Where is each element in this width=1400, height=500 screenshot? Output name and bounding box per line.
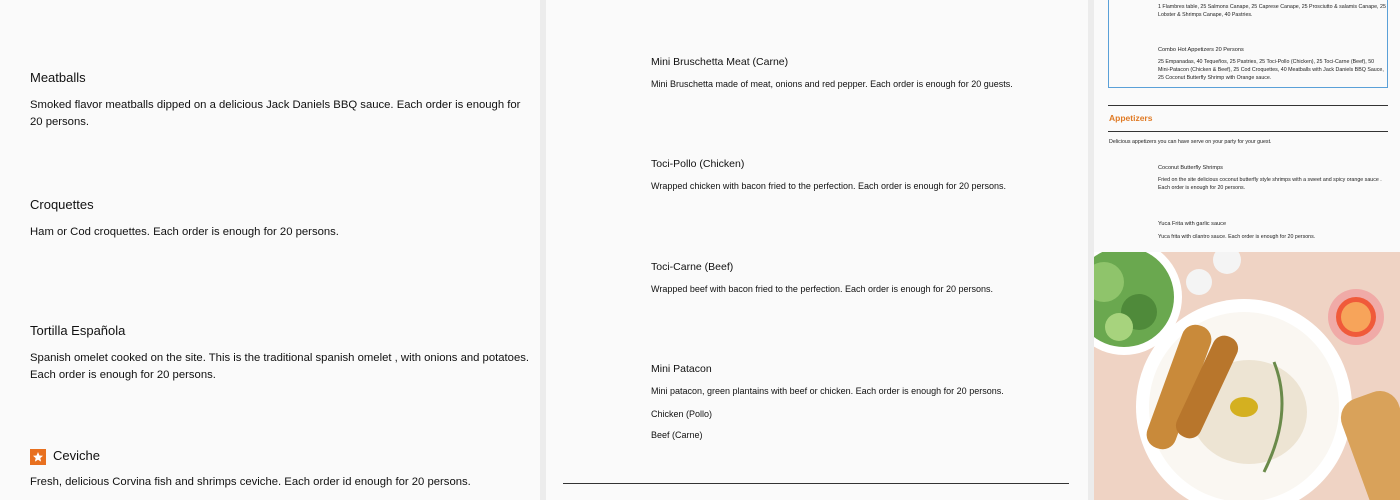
item-title-row [30, 448, 530, 465]
item-title: Meatballs [30, 70, 86, 85]
divider [1108, 131, 1388, 132]
middle-menu-column [546, 0, 1088, 500]
food-photo [1094, 252, 1400, 500]
item-desc: Smoked flavor meatballs dipped on a delicious Jack Daniels BBQ sauce. Each order is enough for 20 persons. [30, 99, 521, 128]
item-title: Toci-Pollo (Chicken) [651, 158, 745, 170]
item-title: Toci-Carne (Beef) [651, 261, 734, 273]
menu-item [30, 70, 530, 131]
left-menu-column [0, 0, 540, 500]
item-title: Ceviche [53, 448, 100, 463]
option-beef[interactable]: Beef (Carne) [651, 430, 703, 440]
item-desc: Wrapped chicken with bacon fried to the perfection. Each order is enough for 20 persons. [651, 181, 1007, 191]
item-title: Yuca Frita with garlic sauce [1158, 221, 1227, 227]
item-desc: Ham or Cod croquettes. Each order is enough for 20 persons. [30, 226, 339, 238]
item-title: Croquettes [30, 197, 94, 212]
item-desc: Wrapped beef with bacon fried to the perfection. Each order is enough for 20 persons. [651, 284, 994, 294]
item-desc: Yuca frita with cilantro sauce. Each order is enough for 20 persons. [1158, 234, 1316, 240]
item-title: Tortilla Española [30, 323, 126, 338]
item-title: Mini Bruschetta Meat (Carne) [651, 56, 789, 68]
menu-item [651, 56, 1071, 91]
divider [1108, 105, 1388, 106]
item-desc: Mini patacon, green plantains with beef or chicken. Each order is enough for 20 persons. [651, 386, 1004, 396]
menu-item [30, 197, 530, 241]
menu-item [651, 363, 1071, 442]
item-desc: Fried on the site delicious coconut butterfly style shrimps with a sweet and spicy orange sauce . Each order is enough for 20 persons. [1158, 177, 1382, 191]
divider [563, 483, 1069, 484]
menu-item [30, 323, 535, 384]
item-desc: Mini Bruschetta made of meat, onions and red pepper. Each order is enough for 20 guests. [651, 79, 1013, 89]
combo-title: Combo Hot Appetizers 20 Persons [1158, 47, 1244, 53]
option-chicken[interactable]: Chicken (Pollo) [651, 409, 713, 419]
item-desc: Fresh, delicious Corvina fish and shrimps ceviche. Each order id enough for 20 persons. [30, 475, 471, 488]
combo-desc: 25 Empanadas, 40 Tequeños, 25 Pastries, 25 Toci-Pollo (Chicken), 25 Toci-Carne (Beef), 50 Mini-Patacon (Chicken & Beef), 25 Cod Croquettes, 40 Meatballs with Jack Daniels BBQ Sauce, 25 Coconut Butterfly Shrimp with Orange sauce. [1158, 59, 1384, 81]
item-title: Mini Patacon [651, 363, 712, 375]
menu-item [30, 448, 530, 491]
item-desc: Spanish omelet cooked on the site. This is the traditional spanish omelet , with onions and potatoes. Each order is enough for 20 persons. [30, 352, 530, 381]
section-intro: Delicious appetizers you can have serve on your party for your guest. [1109, 139, 1272, 145]
combo-cold-desc: 1 Flambres table, 25 Salmons Canape, 25 Caprese Canape, 25 Prosciutto & salamis Canape, 25 Lobster & Shrimps Canape, 40 Pastries. [1158, 4, 1386, 18]
menu-item [651, 158, 1071, 193]
item-title: Coconut Butterfly Shrimps [1158, 165, 1223, 171]
section-title: Appetizers [1109, 113, 1153, 123]
menu-item [651, 261, 1071, 296]
star-icon [30, 449, 46, 465]
